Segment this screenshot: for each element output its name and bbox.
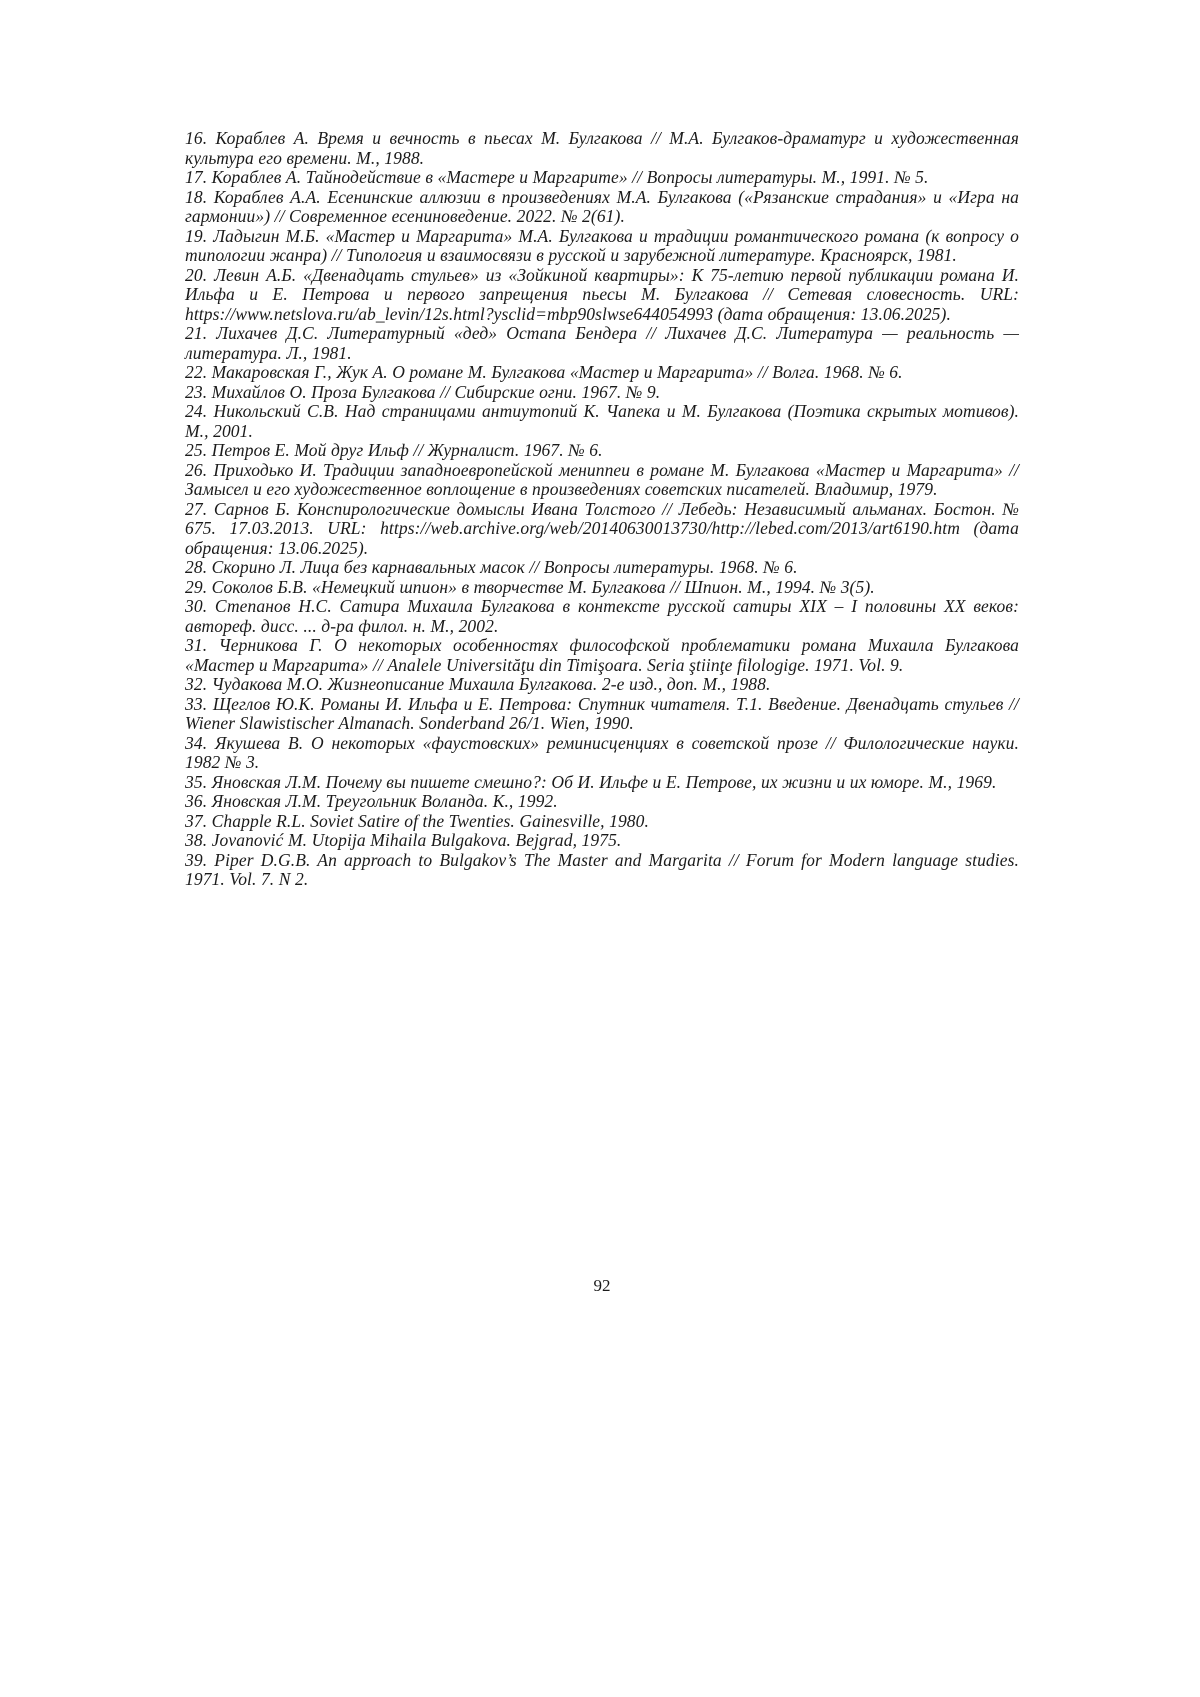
reference-item: 18. Кораблев А.А. Есенинские аллюзии в произведениях М.А. Булгакова («Рязанские страдания» и «Игра на гармонии») // Современное есениноведение. 2022. № 2(61).: [185, 186, 1019, 226]
reference-item: 27. Сарнов Б. Конспирологические домыслы Ивана Толстого // Лебедь: Независимый альманах. Бостон. № 675. 17.03.2013. URL: https://web.archive.org/web/20140630013730/http://lebed.com/2013/art6190.htm (дата обращения: 13.06.2025).: [185, 498, 1019, 558]
references-list: [185, 129, 1019, 890]
reference-item: 19. Ладыгин М.Б. «Мастер и Маргарита» М.А. Булгакова и традиции романтического романа (к вопросу о типологии жанра) // Типология и взаимосвязи в русской и зарубежной литературе. Красноярск, 1981.: [185, 225, 1019, 265]
reference-item: 38. Jovanović M. Utopija Mihaila Bulgakova. Bejgrad, 1975.: [185, 830, 622, 850]
reference-item: 16. Кораблев А. Время и вечность в пьесах М. Булгакова // М.А. Булгаков-драматург и художественная культура его времени. М., 1988.: [185, 128, 1019, 168]
reference-item: 31. Черникова Г. О некоторых особенностях философской проблематики романа Михаила Булгакова «Мастер и Маргарита» // Analele Universităţu din Timişoara. Seria ştiinţe filologige. 1971. Vol. 9.: [185, 635, 1019, 675]
reference-item: 32. Чудакова М.О. Жизнеописание Михаила Булгакова. 2-е изд., доп. М., 1988.: [185, 674, 771, 694]
reference-item: 30. Степанов Н.С. Сатира Михаила Булгакова в контексте русской сатиры XIX – I половины XX веков: автореф. дисс. ... д-ра филол. н. М., 2002.: [185, 596, 1019, 636]
reference-item: 25. Петров Е. Мой друг Ильф // Журналист. 1967. № 6.: [185, 440, 603, 460]
page-number: 92: [593, 1276, 611, 1295]
reference-item: 21. Лихачев Д.С. Литературный «дед» Остапа Бендера // Лихачев Д.С. Литература — реальность — литература. Л., 1981.: [185, 323, 1019, 363]
reference-item: 24. Никольский С.В. Над страницами антиутопий К. Чапека и М. Булгакова (Поэтика скрытых мотивов). М., 2001.: [185, 401, 1019, 441]
reference-item: 37. Chapple R.L. Soviet Satire of the Twenties. Gainesville, 1980.: [185, 810, 649, 831]
reference-item: 36. Яновская Л.М. Треугольник Воланда. К., 1992.: [185, 791, 558, 811]
reference-item: 28. Скорино Л. Лица без карнавальных масок // Вопросы литературы. 1968. № 6.: [185, 557, 798, 577]
reference-item: 39. Piper D.G.B. An approach to Bulgakov’s The Master and Margarita // Forum for Modern language studies. 1971. Vol. 7. N 2.: [185, 849, 1019, 889]
reference-item: 23. Михайлов О. Проза Булгакова // Сибирские огни. 1967. № 9.: [185, 381, 661, 402]
reference-item: 35. Яновская Л.М. Почему вы пишете смешно?: Об И. Ильфе и Е. Петрове, их жизни и их юморе. М., 1969.: [185, 771, 997, 792]
reference-item: 17. Кораблев А. Тайнодействие в «Мастере и Маргарите» // Вопросы литературы. М., 1991. № 5.: [185, 167, 929, 187]
reference-item: 34. Якушева В. О некоторых «фаустовских» реминисценциях в советской прозе // Филологические науки. 1982 № 3.: [185, 732, 1019, 772]
reference-item: 22. Макаровская Г., Жук А. О романе М. Булгакова «Мастер и Маргарита» // Волга. 1968. № 6.: [185, 362, 903, 382]
reference-item: 33. Щеглов Ю.К. Романы И. Ильфа и Е. Петрова: Спутник читателя. Т.1. Введение. Двенадцать стульев // Wiener Slawistischer Almanach. Sonderband 26/1. Wien, 1990.: [185, 693, 1019, 733]
reference-item: 26. Приходько И. Традиции западноевропейской мениппеи в романе М. Булгакова «Мастер и Маргарита» // Замысел и его художественное воплощение в произведениях советских писателей. Владимир, 1979.: [185, 459, 1019, 499]
reference-item: 20. Левин А.Б. «Двенадцать стульев» из «Зойкиной квартиры»: К 75-летию первой публикации романа И. Ильфа и Е. Петрова и первого запрещения пьесы М. Булгакова // Сетевая словесность. URL: https://www.netslova.ru/ab_levin/12s.html?ysclid=mbp90slwse644054993 (дата обращения: 13.06.2025).: [185, 264, 1019, 324]
reference-item: 29. Соколов Б.В. «Немецкий шпион» в творчестве М. Булгакова // Шпион. М., 1994. № 3(5).: [185, 576, 875, 597]
